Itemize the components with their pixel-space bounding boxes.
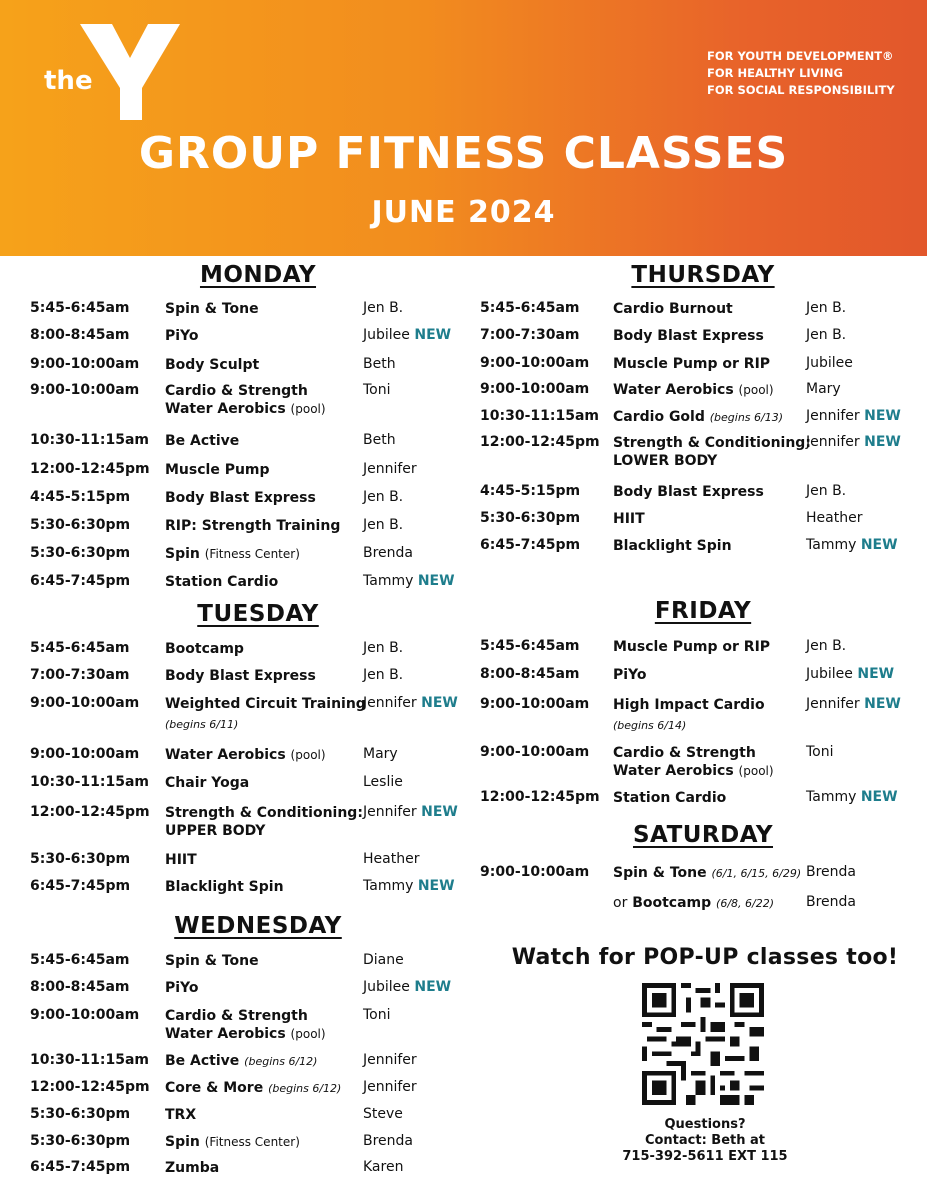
class-name bbox=[165, 952, 259, 970]
instructor-name: Brenda bbox=[806, 894, 857, 910]
new-badge: NEW bbox=[860, 537, 898, 553]
class-title: Cardio & Strength bbox=[613, 745, 756, 761]
new-badge: NEW bbox=[414, 979, 452, 995]
class-name bbox=[165, 489, 316, 507]
class-name bbox=[165, 804, 363, 840]
instructor bbox=[806, 300, 846, 316]
class-time: 10:30-11:15am bbox=[480, 408, 599, 424]
class-title: PiYo bbox=[165, 980, 199, 996]
instructor-name: Jen B. bbox=[363, 517, 404, 533]
instructor-name: Leslie bbox=[363, 774, 403, 790]
class-time: 5:30-6:30pm bbox=[30, 517, 131, 533]
instructor bbox=[363, 356, 396, 372]
class-title: Spin & Tone bbox=[165, 301, 259, 317]
new-badge: NEW bbox=[864, 408, 901, 424]
class-name bbox=[165, 695, 366, 713]
contact-phone[interactable]: 715-392-5611 EXT 115 bbox=[622, 1149, 788, 1164]
class-time: 9:00-10:00am bbox=[480, 864, 590, 880]
instructor bbox=[806, 327, 846, 343]
instructor bbox=[363, 517, 403, 533]
instructor-name: Jen B. bbox=[806, 483, 847, 499]
class-title: Body Blast Express bbox=[165, 668, 316, 684]
class-name bbox=[613, 381, 774, 399]
instructor-name: Heather bbox=[806, 510, 863, 526]
class-title: Blacklight Spin bbox=[613, 538, 732, 554]
new-badge: NEW bbox=[421, 804, 458, 820]
class-name bbox=[165, 545, 300, 563]
day-heading: TUESDAY bbox=[197, 601, 319, 627]
instructor bbox=[806, 744, 834, 760]
class-title: Body Blast Express bbox=[613, 484, 764, 500]
day-heading: WEDNESDAY bbox=[174, 913, 342, 939]
tagline-line: FOR HEALTHY LIVING bbox=[707, 66, 843, 80]
class-time: 9:00-10:00am bbox=[480, 381, 590, 397]
class-title: Strength & Conditioning: bbox=[613, 435, 811, 451]
page-subtitle: JUNE 2024 bbox=[371, 195, 556, 230]
instructor-name: Jennifer bbox=[806, 408, 860, 424]
contact-info bbox=[600, 1117, 810, 1165]
class-time: 5:45-6:45am bbox=[30, 952, 130, 968]
instructor bbox=[363, 1007, 391, 1023]
instructor-name: Jennifer bbox=[806, 696, 860, 712]
instructor bbox=[806, 789, 898, 805]
instructor-name: Brenda bbox=[363, 545, 414, 561]
instructor bbox=[363, 573, 455, 589]
tagline-line: FOR YOUTH DEVELOPMENT® bbox=[707, 49, 894, 63]
instructor bbox=[363, 382, 391, 398]
instructor bbox=[363, 461, 417, 477]
class-time: 9:00-10:00am bbox=[30, 356, 140, 372]
class-time: 5:30-6:30pm bbox=[480, 510, 581, 526]
instructor bbox=[363, 1133, 413, 1149]
class-title: PiYo bbox=[613, 667, 647, 683]
class-location-note: (Fitness Center) bbox=[204, 1135, 300, 1149]
instructor-name: Jen B. bbox=[806, 327, 847, 343]
instructor-name: Toni bbox=[806, 744, 834, 760]
tagline-line: FOR SOCIAL RESPONSIBILITY bbox=[707, 83, 895, 97]
class-name bbox=[165, 461, 270, 479]
class-title: Bootcamp bbox=[165, 641, 244, 657]
instructor-name: Heather bbox=[363, 851, 420, 867]
class-location-note: (pool) bbox=[290, 748, 326, 762]
qr-code-icon[interactable] bbox=[642, 983, 764, 1105]
class-title: Muscle Pump or RIP bbox=[613, 639, 771, 655]
instructor bbox=[363, 1079, 417, 1095]
class-title-line2: Water Aerobics bbox=[613, 763, 734, 779]
instructor-name: Tammy bbox=[363, 878, 414, 894]
instructor bbox=[806, 666, 894, 682]
class-time: 9:00-10:00am bbox=[30, 382, 140, 398]
class-title: Station Cardio bbox=[165, 574, 279, 590]
class-time: 5:30-6:30pm bbox=[30, 1106, 131, 1122]
class-name bbox=[165, 382, 326, 418]
class-name bbox=[613, 894, 774, 913]
class-title: Strength & Conditioning: bbox=[165, 805, 363, 821]
class-start-note: (begins 6/14) bbox=[613, 719, 687, 732]
class-title: Blacklight Spin bbox=[165, 879, 284, 895]
instructor bbox=[363, 695, 458, 711]
instructor-name: Jennifer bbox=[363, 695, 417, 711]
class-date-note: (begins 6/12) bbox=[244, 1055, 318, 1068]
class-title-line2: Water Aerobics bbox=[165, 401, 286, 417]
class-time: 6:45-7:45pm bbox=[30, 1159, 131, 1175]
class-time: 5:45-6:45am bbox=[480, 300, 580, 316]
instructor-name: Jubilee bbox=[363, 327, 410, 343]
class-title: Weighted Circuit Training bbox=[165, 696, 366, 712]
class-time: 5:45-6:45am bbox=[30, 640, 130, 656]
instructor-name: Jubilee bbox=[363, 979, 410, 995]
class-time: 9:00-10:00am bbox=[480, 696, 590, 712]
class-date-note: (6/8, 6/22) bbox=[716, 897, 775, 910]
class-title: Be Active bbox=[165, 433, 240, 449]
instructor-name: Jubilee bbox=[806, 666, 853, 682]
contact-line: Questions? bbox=[664, 1117, 746, 1132]
class-time: 6:45-7:45pm bbox=[30, 878, 131, 894]
class-time: 4:45-5:15pm bbox=[480, 483, 581, 499]
class-title: Station Cardio bbox=[613, 790, 727, 806]
instructor-name: Toni bbox=[363, 1007, 391, 1023]
logo-text: the bbox=[44, 66, 93, 96]
class-time: 7:00-7:30am bbox=[30, 667, 130, 683]
class-name bbox=[165, 573, 278, 591]
instructor-name: Jen B. bbox=[806, 638, 847, 654]
class-title-line2: UPPER BODY bbox=[165, 823, 266, 839]
class-title: Water Aerobics bbox=[165, 747, 286, 763]
new-badge: NEW bbox=[417, 878, 455, 894]
instructor-name: Jen B. bbox=[806, 300, 847, 316]
class-date-note: (6/1, 6/15, 6/29) bbox=[711, 867, 802, 880]
instructor bbox=[363, 432, 396, 448]
new-badge: NEW bbox=[864, 434, 901, 450]
class-name bbox=[165, 1133, 300, 1151]
day-heading: THURSDAY bbox=[631, 262, 775, 288]
class-time: 9:00-10:00am bbox=[480, 744, 590, 760]
class-time: 10:30-11:15am bbox=[30, 774, 149, 790]
instructor-name: Jen B. bbox=[363, 667, 404, 683]
instructor bbox=[806, 408, 901, 424]
class-name bbox=[613, 696, 765, 714]
instructor bbox=[806, 696, 901, 712]
class-name bbox=[165, 979, 199, 997]
new-badge: NEW bbox=[864, 696, 901, 712]
class-location-note: (pool) bbox=[738, 764, 774, 778]
class-time: 9:00-10:00am bbox=[30, 695, 140, 711]
class-name bbox=[613, 864, 801, 883]
class-name bbox=[613, 510, 645, 528]
class-title-line2: LOWER BODY bbox=[613, 453, 718, 469]
popup-notice: Watch for POP-UP classes too! bbox=[511, 945, 899, 970]
class-time: 5:30-6:30pm bbox=[30, 1133, 131, 1149]
contact-line: Contact: Beth at bbox=[644, 1133, 766, 1148]
instructor-name: Jennifer bbox=[363, 804, 417, 820]
class-name bbox=[165, 774, 249, 792]
class-time: 6:45-7:45pm bbox=[480, 537, 581, 553]
new-badge: NEW bbox=[414, 327, 452, 343]
class-title: Cardio & Strength bbox=[165, 1008, 308, 1024]
page-title: GROUP FITNESS CLASSES bbox=[138, 128, 789, 179]
class-name bbox=[165, 356, 259, 374]
instructor-name: Jen B. bbox=[363, 489, 404, 505]
instructor-name: Karen bbox=[363, 1159, 404, 1175]
instructor bbox=[806, 381, 841, 397]
class-location-note: (Fitness Center) bbox=[204, 547, 300, 561]
class-name bbox=[165, 1007, 326, 1043]
class-name bbox=[613, 638, 770, 656]
instructor bbox=[363, 804, 458, 820]
class-title: Be Active bbox=[165, 1053, 240, 1069]
instructor bbox=[363, 851, 419, 867]
instructor-name: Jennifer bbox=[363, 1079, 417, 1095]
instructor-name: Beth bbox=[363, 432, 396, 448]
class-time: 5:30-6:30pm bbox=[30, 851, 131, 867]
class-date-note: (begins 6/13) bbox=[709, 411, 784, 424]
instructor-name: Brenda bbox=[363, 1133, 414, 1149]
day-heading: MONDAY bbox=[199, 262, 317, 288]
class-title: Body Sculpt bbox=[165, 357, 260, 373]
class-name bbox=[165, 851, 197, 869]
class-time: 12:00-12:45pm bbox=[30, 461, 150, 477]
class-title: Spin bbox=[165, 1134, 200, 1150]
instructor bbox=[363, 746, 398, 762]
class-time: 5:45-6:45am bbox=[480, 638, 580, 654]
class-time: 12:00-12:45pm bbox=[480, 434, 600, 450]
day-heading: SATURDAY bbox=[632, 822, 774, 848]
instructor bbox=[806, 864, 856, 880]
instructor-name: Tammy bbox=[806, 537, 857, 553]
class-time: 10:30-11:15am bbox=[30, 432, 149, 448]
class-name bbox=[613, 537, 732, 555]
class-time: 8:00-8:45am bbox=[480, 666, 580, 682]
class-date-note: (begins 6/12) bbox=[268, 1082, 342, 1095]
class-location-note: (pool) bbox=[290, 402, 326, 416]
instructor bbox=[363, 300, 403, 316]
instructor bbox=[363, 327, 451, 343]
class-title: Water Aerobics bbox=[613, 382, 734, 398]
instructor bbox=[363, 1106, 403, 1122]
class-time: 4:45-5:15pm bbox=[30, 489, 131, 505]
instructor bbox=[806, 355, 853, 371]
class-name bbox=[613, 408, 783, 427]
ymca-logo bbox=[40, 22, 180, 122]
instructor-name: Jennifer bbox=[806, 434, 860, 450]
instructor-name: Diane bbox=[363, 952, 404, 968]
instructor bbox=[363, 878, 455, 894]
new-badge: NEW bbox=[860, 789, 898, 805]
instructor bbox=[806, 434, 901, 450]
class-title-line2: Water Aerobics bbox=[165, 1026, 286, 1042]
instructor-name: Jubilee bbox=[806, 355, 853, 371]
ymca-y-icon bbox=[80, 22, 180, 122]
class-name bbox=[165, 300, 259, 318]
class-time: 5:30-6:30pm bbox=[30, 545, 131, 561]
instructor-name: Jen B. bbox=[363, 300, 404, 316]
class-title: Body Blast Express bbox=[613, 328, 764, 344]
class-time: 5:45-6:45am bbox=[30, 300, 130, 316]
class-name bbox=[613, 327, 764, 345]
class-title: Core & More bbox=[165, 1080, 264, 1096]
instructor bbox=[806, 537, 898, 553]
class-title: Chair Yoga bbox=[165, 775, 250, 791]
class-time: 8:00-8:45am bbox=[30, 327, 130, 343]
instructor bbox=[363, 640, 403, 656]
tagline bbox=[707, 48, 895, 99]
class-name bbox=[613, 355, 770, 373]
class-time: 12:00-12:45pm bbox=[30, 804, 150, 820]
new-badge: NEW bbox=[857, 666, 895, 682]
class-name bbox=[165, 327, 199, 345]
class-name bbox=[613, 744, 774, 780]
class-time: 9:00-10:00am bbox=[30, 1007, 140, 1023]
instructor-name: Steve bbox=[363, 1106, 403, 1122]
class-name bbox=[165, 517, 340, 535]
instructor-name: Jennifer bbox=[363, 461, 417, 477]
class-title: Cardio Burnout bbox=[613, 301, 733, 317]
class-name bbox=[165, 667, 316, 685]
instructor bbox=[363, 774, 403, 790]
header-banner bbox=[0, 0, 927, 256]
class-title: Muscle Pump or RIP bbox=[613, 356, 771, 372]
class-time: 9:00-10:00am bbox=[480, 355, 590, 371]
instructor-name: Tammy bbox=[363, 573, 414, 589]
instructor-name: Brenda bbox=[806, 864, 857, 880]
class-name bbox=[613, 666, 647, 684]
new-badge: NEW bbox=[417, 573, 455, 589]
class-name bbox=[613, 434, 811, 470]
class-title: RIP: Strength Training bbox=[165, 518, 341, 534]
class-name bbox=[165, 1079, 341, 1098]
class-name bbox=[165, 640, 244, 658]
class-title: PiYo bbox=[165, 328, 199, 344]
class-location-note: (pool) bbox=[290, 1027, 326, 1041]
instructor-name: Jennifer bbox=[363, 1052, 417, 1068]
instructor bbox=[363, 545, 413, 561]
class-location-note: (pool) bbox=[738, 383, 774, 397]
class-title: Zumba bbox=[165, 1160, 220, 1176]
instructor bbox=[806, 483, 846, 499]
class-name bbox=[165, 878, 284, 896]
instructor bbox=[363, 489, 403, 505]
class-title: Muscle Pump bbox=[165, 462, 270, 478]
instructor-name: Tammy bbox=[806, 789, 857, 805]
class-name bbox=[613, 789, 726, 807]
instructor bbox=[363, 1052, 417, 1068]
class-title: HIIT bbox=[165, 852, 197, 868]
class-time: 9:00-10:00am bbox=[30, 746, 140, 762]
class-time: 10:30-11:15am bbox=[30, 1052, 149, 1068]
class-time: 6:45-7:45pm bbox=[30, 573, 131, 589]
class-prefix: or bbox=[613, 895, 628, 911]
class-time: 12:00-12:45pm bbox=[480, 789, 600, 805]
class-title: High Impact Cardio bbox=[613, 697, 765, 713]
instructor-name: Jen B. bbox=[363, 640, 404, 656]
new-badge: NEW bbox=[421, 695, 458, 711]
class-title: Bootcamp bbox=[632, 895, 712, 911]
class-title: Spin & Tone bbox=[165, 953, 259, 969]
class-title: Cardio & Strength bbox=[165, 383, 308, 399]
class-time: 8:00-8:45am bbox=[30, 979, 130, 995]
class-name bbox=[613, 483, 764, 501]
class-name bbox=[165, 432, 239, 450]
class-name bbox=[613, 300, 733, 318]
class-title: HIIT bbox=[613, 511, 645, 527]
class-title: Cardio Gold bbox=[613, 409, 705, 425]
class-title: Spin & Tone bbox=[613, 865, 707, 881]
instructor bbox=[363, 979, 451, 995]
class-name bbox=[165, 746, 326, 764]
instructor bbox=[806, 638, 846, 654]
class-start-note: (begins 6/11) bbox=[165, 718, 239, 731]
class-title: Body Blast Express bbox=[165, 490, 316, 506]
class-name bbox=[165, 1052, 317, 1071]
class-name bbox=[165, 1159, 219, 1177]
class-time: 7:00-7:30am bbox=[480, 327, 580, 343]
class-time: 12:00-12:45pm bbox=[30, 1079, 150, 1095]
instructor bbox=[806, 510, 862, 526]
day-heading: FRIDAY bbox=[654, 598, 752, 624]
instructor bbox=[363, 1159, 403, 1175]
instructor-name: Mary bbox=[806, 381, 841, 397]
instructor-name: Toni bbox=[363, 382, 391, 398]
class-name bbox=[165, 1106, 196, 1124]
instructor-name: Mary bbox=[363, 746, 398, 762]
instructor-name: Beth bbox=[363, 356, 396, 372]
class-title: Spin bbox=[165, 546, 200, 562]
class-title: TRX bbox=[165, 1107, 197, 1123]
instructor bbox=[363, 952, 404, 968]
instructor bbox=[806, 894, 856, 910]
instructor bbox=[363, 667, 403, 683]
